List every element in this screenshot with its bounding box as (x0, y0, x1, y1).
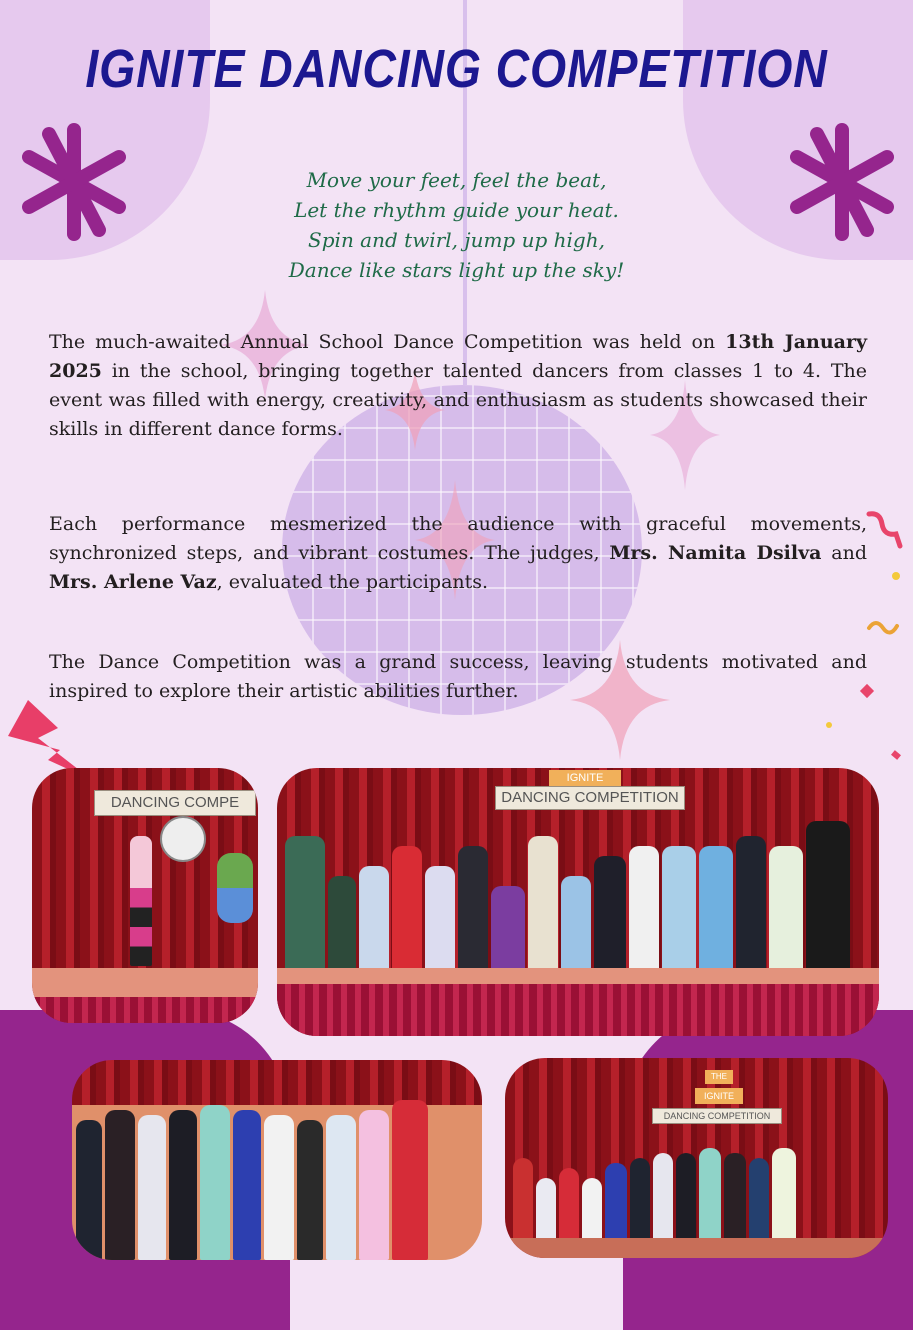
event-date: 13th January 2025 (49, 331, 868, 382)
page-title: IGNITE DANCING COMPETITION (85, 39, 828, 99)
ignite-sign: IGNITE (695, 1088, 743, 1104)
confetti-dot (892, 572, 900, 580)
poem-line: Spin and twirl, jump up high, (308, 228, 605, 252)
paragraph-conclusion: The Dance Competition was a grand success, leaving students motivated and inspired to explore their artistic abilities further. (49, 651, 867, 702)
confetti-wave-icon (866, 618, 906, 638)
poem (0, 165, 913, 285)
group-people (513, 1138, 796, 1248)
disco-ball-prop (160, 816, 206, 862)
text: , evaluated the participants. (216, 571, 489, 593)
text: in the school, bringing together talented dancers from classes 1 to 4. The event was filled with energy, creativity, and enthusiasm as students showcased their skills in different dance forms. (49, 360, 867, 440)
poem-line: Dance like stars light up the sky! (288, 258, 625, 282)
judge-name: Mrs. Namita Dsilva (609, 542, 822, 564)
cartoon-cutout (217, 853, 253, 923)
group-people (76, 1090, 428, 1260)
photo-group-stage (505, 1058, 888, 1258)
paragraph-intro (49, 328, 867, 444)
banner-sign: DANCING COMPE (94, 790, 256, 816)
dancer-figure (130, 836, 152, 966)
confetti-dot (826, 722, 832, 728)
ignite-sign: IGNITE (549, 770, 621, 786)
text: The much-awaited Annual School Dance Competition was held on (49, 331, 726, 353)
photo-group-with-teachers (277, 768, 879, 1036)
paragraph-judges (49, 510, 867, 597)
the-sign: THE (705, 1070, 733, 1084)
text: and (821, 542, 867, 564)
poem-line: Let the rhythm guide your heat. (294, 198, 619, 222)
text: Each performance mesmerized the audience with graceful movements, synchronized steps, and vibrant costumes. The judges, (49, 513, 867, 564)
judge-name: Mrs. Arlene Vaz (49, 571, 217, 593)
photo-group-costumes (72, 1060, 482, 1260)
poem-line: Move your feet, feel the beat, (306, 168, 607, 192)
confetti-squiggle-icon (866, 510, 906, 550)
photo-solo-dancer (32, 768, 258, 1023)
banner-sign: DANCING COMPETITION (652, 1108, 782, 1124)
banner-sign: DANCING COMPETITION (495, 786, 685, 810)
confetti-piece (891, 750, 901, 760)
group-people (285, 796, 850, 986)
